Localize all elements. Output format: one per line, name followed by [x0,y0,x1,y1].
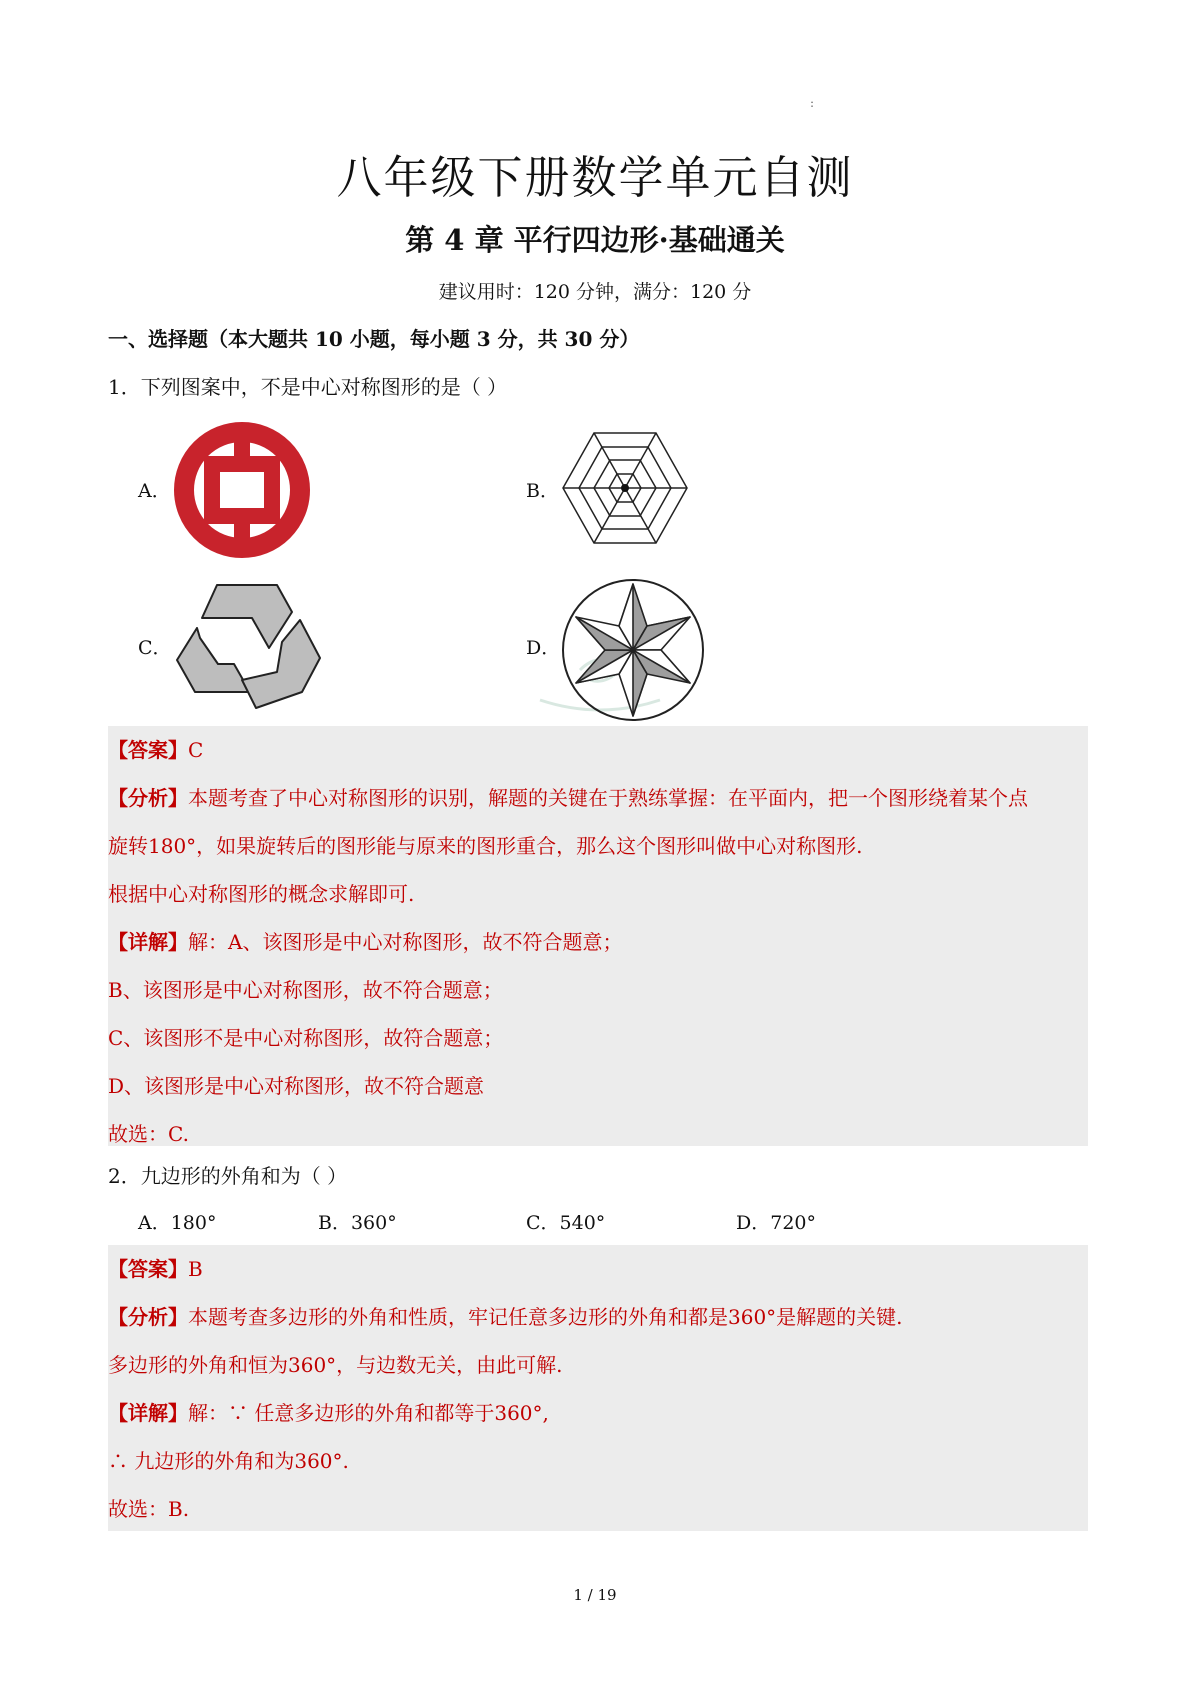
q1-detail-line-4: D、该图形是中心对称图形，故不符合题意 [108,1074,485,1098]
q2-conclusion: 故选：B. [108,1497,190,1521]
figure-a-bank-logo [172,420,312,560]
q2-choice-a: A．180° [138,1212,217,1234]
q1-analysis-line-3: 根据中心对称图形的概念求解即可. [108,882,415,906]
question-1-stem: 1．下列图案中，不是中心对称图形的是（ ） [108,375,508,399]
q1-detail-tag: 【详解】 [108,930,188,954]
q1-answer-tag: 【答案】 [108,738,188,762]
page-title: 八年级下册数学单元自测 [336,151,854,204]
chapter-subtitle: 第 4 章 平行四边形·基础通关 [405,223,785,257]
top-mark: : [810,96,815,110]
q1-option-a-label: A． [138,480,171,502]
q2-analysis-text-1: 本题考查多边形的外角和性质，牢记任意多边形的外角和都是360°是解题的关键. [188,1305,903,1329]
question-2-stem: 2．九边形的外角和为（ ） [108,1164,348,1188]
figure-d-star-circle [560,577,706,723]
q2-detail-text-1: 解：∵ 任意多边形的外角和都等于360°, [188,1401,549,1425]
q2-answer-box [108,1245,1088,1531]
q2-detail-line-1 [108,1399,549,1427]
q1-analysis-text-1: 本题考查了中心对称图形的识别，解题的关键在于熟练掌握：在平面内，把一个图形绕着某个点 [188,786,1028,810]
q1-answer-box [108,726,1088,1146]
figure-b-hexagon-web [558,428,692,548]
time-info: 建议用时：120 分钟，满分：120 分 [438,281,752,303]
q1-detail-line-3: C、该图形不是中心对称图形，故符合题意； [108,1026,504,1050]
q2-choice-c: C．540° [526,1212,606,1234]
q2-analysis-line-2: 多边形的外角和恒为360°，与边数无关，由此可解. [108,1353,563,1377]
q1-conclusion: 故选：C. [108,1122,189,1146]
q2-analysis-line-1 [108,1303,903,1331]
q1-detail-line-2: B、该图形是中心对称图形，故不符合题意； [108,978,503,1002]
q1-analysis-line-1 [108,784,1028,812]
q2-detail-line-2: ∴ 九边形的外角和为360°. [108,1449,349,1473]
section-heading: 一、选择题（本大题共 10 小题，每小题 3 分，共 30 分） [108,327,640,351]
q1-detail-text-1: 解：A、该图形是中心对称图形，故不符合题意； [188,930,623,954]
q1-answer-line [108,736,203,764]
figure-c-recycle-shape [172,580,324,715]
q1-detail-line-1 [108,928,622,956]
q1-option-d-label: D． [526,637,561,659]
q2-detail-tag: 【详解】 [108,1401,188,1425]
q1-answer-value: C [188,738,204,762]
q2-choice-d: D．720° [736,1212,816,1234]
page-number: 1 / 19 [573,1586,617,1604]
q2-choice-b: B．360° [318,1212,397,1234]
q2-answer-tag: 【答案】 [108,1257,188,1281]
q1-option-b-label: B． [526,480,559,502]
q1-analysis-tag: 【分析】 [108,786,188,810]
q1-analysis-line-2: 旋转180°，如果旋转后的图形能与原来的图形重合，那么这个图形叫做中心对称图形. [108,834,863,858]
q2-analysis-tag: 【分析】 [108,1305,188,1329]
q2-answer-value: B [188,1257,203,1281]
q2-answer-line [108,1255,203,1283]
q1-option-c-label: C． [138,637,172,659]
